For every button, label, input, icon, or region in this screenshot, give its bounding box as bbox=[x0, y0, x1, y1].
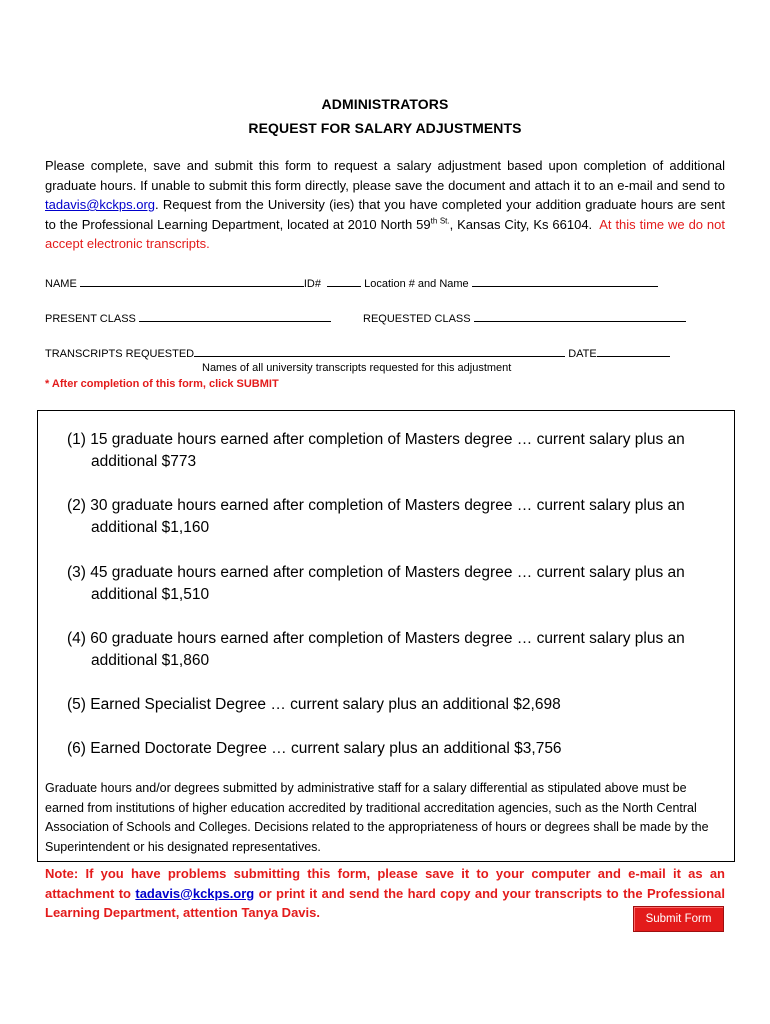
transcripts-label: TRANSCRIPTS REQUESTED bbox=[45, 348, 195, 360]
requested-class-label: REQUESTED CLASS bbox=[363, 313, 471, 325]
location-label: Location # and Name bbox=[364, 278, 469, 290]
intro-text-3: , Kansas City, Ks 66104. bbox=[449, 216, 593, 232]
intro-email-link[interactable]: tadavis@kckps.org bbox=[45, 197, 156, 212]
intro-text-2: . Request from the University (ies) that you have completed your addition graduate hours are sent to the Professional Learning Department, located at 2010 North 59 bbox=[45, 197, 725, 232]
note-text-2: or print it and send the hard copy and your transcripts to the Professional Learning Department, attention Tanya Davis. bbox=[45, 885, 725, 920]
note-email-link[interactable]: tadavis@kckps.org bbox=[135, 885, 255, 901]
intro-superscript: th St. bbox=[430, 216, 450, 226]
title-line-2: REQUEST FOR SALARY ADJUSTMENTS bbox=[248, 120, 522, 136]
name-label: NAME bbox=[45, 278, 77, 290]
intro-text-1: Please complete, save and submit this form to request a salary adjustment based upon completion of additional graduate hours. If unable to submit this form directly, please save the document and attach it to an e-mail and send to bbox=[45, 158, 725, 193]
disclaimer-text: Graduate hours and/or degrees submitted by administrative staff for a salary differential as stipulated above must be earned from institutions of higher education accredited by traditional accreditation agencies, such as the North Central Association of Schools and Colleges. Decisions related to the appropriateness of hours or degrees shall be made by the Superintendent or his designated representatives. bbox=[45, 781, 709, 854]
location-field[interactable] bbox=[472, 275, 658, 287]
note-text-1: Note: If you have problems submitting this form, please save it to your computer and e-mail it as an attachment to bbox=[45, 866, 725, 901]
transcripts-row bbox=[45, 345, 670, 360]
present-class-label: PRESENT CLASS bbox=[45, 313, 136, 325]
present-class-row bbox=[45, 310, 331, 325]
option-5: (5) Earned Specialist Degree … current salary plus an additional $2,698 bbox=[67, 696, 561, 713]
date-field[interactable] bbox=[597, 345, 670, 357]
after-completion-note: * After completion of this form, click SUBMIT bbox=[45, 378, 279, 390]
requested-class-field[interactable] bbox=[474, 310, 686, 322]
name-field[interactable] bbox=[80, 275, 304, 287]
option-3: (3) 45 graduate hours earned after completion of Masters degree … current salary plus an additional $1,510 bbox=[67, 564, 685, 603]
date-label: DATE bbox=[568, 348, 597, 360]
title-line-1: ADMINISTRATORS bbox=[321, 96, 449, 112]
option-4: (4) 60 graduate hours earned after completion of Masters degree … current salary plus an additional $1,860 bbox=[67, 630, 685, 669]
option-1: (1) 15 graduate hours earned after completion of Masters degree … current salary plus an additional $773 bbox=[67, 431, 685, 470]
name-row bbox=[45, 275, 658, 290]
id-label: ID# bbox=[303, 278, 321, 290]
option-2: (2) 30 graduate hours earned after completion of Masters degree … current salary plus an additional $1,160 bbox=[67, 497, 685, 536]
option-6: (6) Earned Doctorate Degree … current salary plus an additional $3,756 bbox=[67, 740, 562, 757]
transcripts-hint: Names of all university transcripts requested for this adjustment bbox=[202, 362, 512, 374]
present-class-field[interactable] bbox=[139, 310, 331, 322]
intro-red-notice: At this time we do not accept electronic transcripts. bbox=[45, 216, 725, 251]
id-field[interactable] bbox=[327, 275, 361, 287]
transcripts-field[interactable] bbox=[194, 345, 565, 357]
intro-paragraph bbox=[45, 156, 725, 254]
requested-class-row bbox=[363, 310, 686, 325]
submit-form-button[interactable]: Submit Form bbox=[633, 906, 724, 932]
problem-note bbox=[45, 864, 725, 923]
